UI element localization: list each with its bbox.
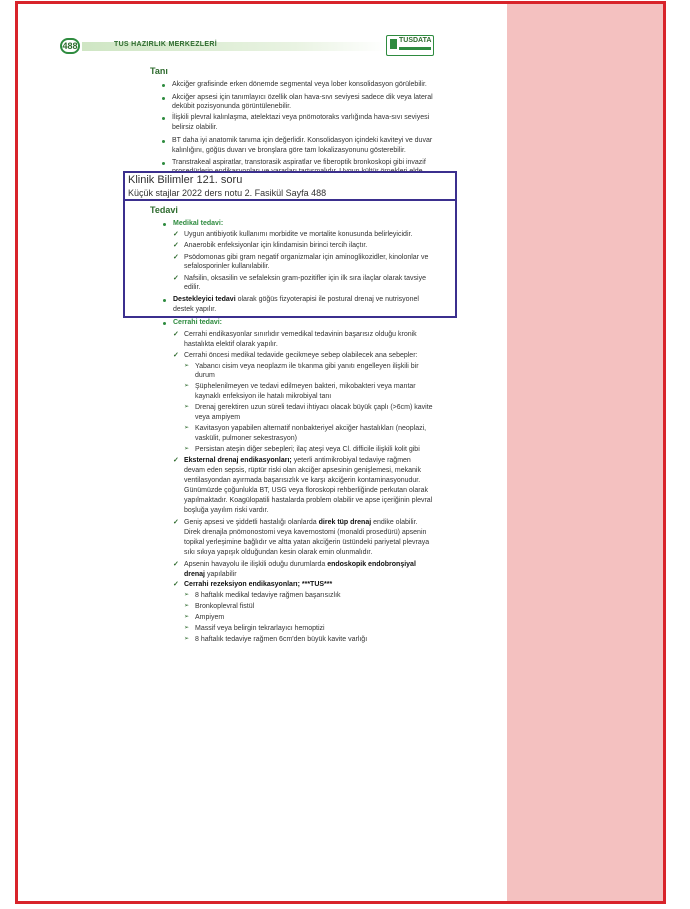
genis-post: endike olabilir. xyxy=(371,519,418,526)
rezeksiyon-item-1: 8 haftalık medikal tedaviye rağmen başarısızlık xyxy=(195,592,341,599)
check-icon: ✓ xyxy=(173,254,179,261)
page-header xyxy=(60,38,436,54)
medikal-label: Medikal tedavi: xyxy=(173,220,224,227)
eksternal-line4: Günümüzde çoğunlukla BT, USG veya floroskopi rehberliğinde perkutan olarak xyxy=(184,487,428,494)
tani-item-5-line1: Transtrakeal aspiratlar, transtorasik aspiratlar ve fiberoptik bronkoskopi gibi invazif xyxy=(172,159,426,166)
rezeksiyon-item-3: Ampiyem xyxy=(195,614,225,621)
genis-line1 xyxy=(184,518,417,528)
bullet-icon xyxy=(162,84,165,87)
arrow-icon: ➢ xyxy=(184,383,190,389)
rezeksiyon-stars: ***TUS*** xyxy=(299,581,333,588)
tani-item-1: Akciğer grafisinde erken dönemde segmental veya lober konsolidasyon görülebilir. xyxy=(172,81,427,88)
gecikme-2-line1: Şüphelenilmeyen ve tedavi edilmeyen bakteri, mikobakteri veya mantar xyxy=(195,383,416,390)
tusdata-logo xyxy=(386,35,434,56)
eksternal-line5: yapılmaktadır. Koagülopatili hastalarda problem olabilir ve apse içeriğinin plevral xyxy=(184,497,433,504)
destek-line2: destek yapılır. xyxy=(173,306,217,313)
check-icon: ✓ xyxy=(173,519,179,526)
logo-mark-icon xyxy=(390,39,397,49)
section-heading-tani: Tanı xyxy=(150,66,168,76)
check-icon: ✓ xyxy=(173,275,179,282)
eksternal-rest: yeterli antimikrobiyal tedaviye rağmen xyxy=(291,457,411,464)
running-title: TUS HAZIRLIK MERKEZLERİ xyxy=(114,41,217,48)
bullet-icon xyxy=(162,140,165,143)
genis-pre: Geniş apsesi ve şiddetli hastalığı olanlarda xyxy=(184,519,319,526)
cerrahi-intro-line1: Cerrahi endikasyonlar sınırlıdır vemedikal tedavinin başarısız olduğu kronik xyxy=(184,331,417,338)
section-heading-tedavi: Tedavi xyxy=(150,205,178,215)
endo-post: yapılabilir xyxy=(205,571,237,578)
tani-item-3-line1: İlişkili plevral kalınlaşma, atelektazi veya pnömotoraks varlığında hava-sıvı seviyesi xyxy=(172,114,430,121)
tani-item-2-line1: Akciğer apsesi için tanımlayıcı özellik olan hava-sıvı seviyesi sadece dik veya lateral xyxy=(172,94,433,101)
tani-item-2-line2: dekübit pozisyonunda görüntülenebilir. xyxy=(172,103,292,110)
gecikme-3-line1: Drenaj gerektiren uzun süreli tedavi ihtiyacı olacak büyük çaplı (>6cm) kavite xyxy=(195,404,433,411)
check-icon: ✓ xyxy=(173,242,179,249)
genis-line3: topikal yerleşimine bağlıdır ve altta yatan akciğerin üstündeki pariyetal plevraya xyxy=(184,539,430,546)
genis-line2: Direk drenajla pnömonostomi veya kavernostomi (monaldi prosedürü) apsenin xyxy=(184,529,427,536)
rezeksiyon-bold: Cerrahi rezeksiyon endikasyonları; xyxy=(184,581,300,588)
gecikme-1-line2: durum xyxy=(195,372,215,379)
annotation-note xyxy=(123,171,457,201)
tani-item-4-line1: BT daha iyi anatomik tanıma için değerlidir. Konsolidasyon içindeki kaviteyi ve duvar xyxy=(172,137,433,144)
check-icon: ✓ xyxy=(173,352,179,359)
gecikme-4-line2: vaskülit, pulmoner sekestrasyon) xyxy=(195,435,297,442)
eksternal-line6: boşluğa yayılım riski vardır. xyxy=(184,507,269,514)
medikal-item-3-line2: sefalosporinler kullanılabilir. xyxy=(184,263,270,270)
destek-line1 xyxy=(173,295,419,305)
tani-item-3-line2: belirsiz olabilir. xyxy=(172,124,218,131)
rezeksiyon-item-5: 8 haftalık tedaviye rağmen 6cm'den büyük kavite varlığı xyxy=(195,636,368,643)
arrow-icon: ➢ xyxy=(184,425,190,431)
arrow-icon: ➢ xyxy=(184,446,190,452)
check-icon: ✓ xyxy=(173,561,179,568)
medikal-item-2: Anaerobik enfeksiyonlar için klindamisin birinci tercih ilaçtır. xyxy=(184,242,368,249)
destek-rest: olarak göğüs fizyoterapisi ile postural drenaj ve nutrisyonel xyxy=(235,296,419,303)
gecikme-4-line1: Kavitasyon yapabilen alternatif nonbakteriyel akciğer hastalıkları (neoplazi, xyxy=(195,425,427,432)
medikal-item-3-line1: Psödomonas gibi gram negatif organizmalar için aminoglikozidler, kinolonlar ve xyxy=(184,254,429,261)
check-icon: ✓ xyxy=(173,581,179,588)
medikal-item-4-line1: Nafsilin, oksasilin ve sefaleksin gram-pozitifler için ilk sıra ilaçlar olarak tavsiye xyxy=(184,275,426,282)
bullet-icon xyxy=(162,162,165,165)
arrow-icon: ➢ xyxy=(184,603,190,609)
rezeksiyon-item-2: Bronkoplevral fistül xyxy=(195,603,255,610)
rezeksiyon-line xyxy=(184,580,332,590)
arrow-icon: ➢ xyxy=(184,404,190,410)
arrow-icon: ➢ xyxy=(184,614,190,620)
bullet-icon xyxy=(163,322,166,325)
gecikme-1-line1: Yabancı cisim veya neoplazm ile tıkanma gibi yanıtı engelleyen ilişkili bir xyxy=(195,363,419,370)
note-line-1: Klinik Bilimler 121. soru xyxy=(128,174,243,186)
eksternal-bold: Eksternal drenaj endikasyonları; xyxy=(184,457,292,464)
eksternal-line2: devam eden sepsis, rüptür riski olan akciğer apsesinin genişlemesi, mekanik xyxy=(184,467,421,474)
endo-pre: Apsenin havayolu ile ilişkili oduğu durumlarda xyxy=(184,561,328,568)
eksternal-line3: ventilasyondan ayırmada başarısızlık ve karşı akciğerin kontaminasyonudur. xyxy=(184,477,421,484)
gecikme-3-line2: veya ampiyem xyxy=(195,414,241,421)
check-icon: ✓ xyxy=(173,231,179,238)
rezeksiyon-item-4: Massif veya belirgin tekrarlayıcı hemoptizi xyxy=(195,625,325,632)
genis-bold: direk tüp drenaj xyxy=(318,519,372,526)
cerrahi-label: Cerrahi tedavi: xyxy=(173,319,223,326)
cerrahi-intro-line2: hastalıkta elektif olarak yapılır. xyxy=(184,341,278,348)
endo-line1 xyxy=(184,560,416,570)
medikal-item-1: Uygun antibiyotik kullanımı morbidite ve mortalite konusunda belirleyicidir. xyxy=(184,231,413,238)
logo-text: TUSDATA xyxy=(399,37,432,44)
arrow-icon: ➢ xyxy=(184,625,190,631)
logo-underline xyxy=(399,47,431,50)
arrow-icon: ➢ xyxy=(184,636,190,642)
endo-line2 xyxy=(184,570,237,580)
gecikme-intro: Cerrahi öncesi medikal tedavide gecikmeye sebep olabilecek ana sebepler: xyxy=(184,352,418,359)
endo-bold: endoskopik endobronşiyal xyxy=(327,561,416,568)
check-icon: ✓ xyxy=(173,331,179,338)
gecikme-2-line2: kaynaklı enfeksiyon ile hatalı mikrobiyal tanı xyxy=(195,393,332,400)
bullet-icon xyxy=(163,223,166,226)
bullet-icon xyxy=(162,117,165,120)
arrow-icon: ➢ xyxy=(184,592,190,598)
endo-bold2: drenaj xyxy=(184,571,206,578)
genis-line4: sıkı sıkıya yapışık olduğundan kesin olarak emin olunmalıdır. xyxy=(184,549,373,556)
medikal-item-4-line2: edilir. xyxy=(184,284,201,291)
gecikme-5: Persistan ateşin diğer sebepleri; ilaç ateşi veya Cl. difficile ilişkili kolit gibi xyxy=(195,446,420,453)
page-number: 488 xyxy=(60,38,80,54)
bullet-icon xyxy=(162,97,165,100)
arrow-icon: ➢ xyxy=(184,363,190,369)
note-line-2: Küçük stajlar 2022 ders notu 2. Fasikül Sayfa 488 xyxy=(128,188,327,198)
tani-item-4-line2: kalınlığını, göğüs duvarı ve bronşlara göre tam lokalizasyonunu gösterebilir. xyxy=(172,147,406,154)
destek-bold: Destekleyici tedavi xyxy=(173,296,236,303)
check-icon: ✓ xyxy=(173,457,179,464)
bullet-icon xyxy=(163,299,166,302)
eksternal-line1 xyxy=(184,456,411,466)
